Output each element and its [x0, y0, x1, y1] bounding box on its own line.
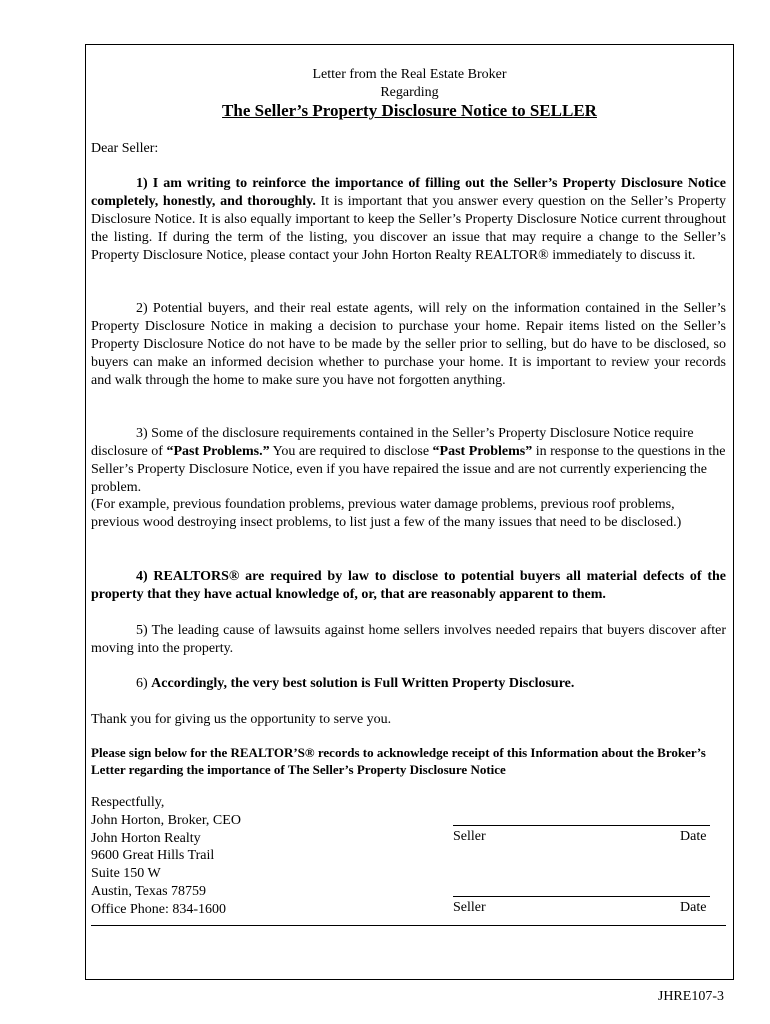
paragraph-3-text-c: You are required to disclose [272, 444, 430, 459]
seller-label-2: Seller [453, 900, 486, 915]
paragraph-1 [91, 175, 726, 265]
paragraph-1-bold: 1) I am writing to reinforce the importance of filling out the Seller’s Property Disclosure Notice completely, honestly, and thoroughly. [91, 176, 726, 209]
paragraph-3-text-a: 3) Some of the disclosure requirements contained in the Seller’s Property Disclosure Notice require disclosure of [91, 426, 694, 459]
sign-instruction: Please sign below for the REALTOR’S® records to acknowledge receipt of this Information about the Broker’s Letter regarding the importance of The Seller’s Property Disclosure Notice [91, 745, 706, 777]
paragraph-6-bold: Accordingly, the very best solution is Full Written Property Disclosure. [151, 676, 575, 691]
address-street: 9600 Great Hills Trail [91, 848, 215, 864]
seller-label-1: Seller [453, 829, 486, 844]
seller-signature-line-2[interactable] [453, 896, 710, 897]
paragraph-3 [91, 425, 726, 497]
office-phone: Office Phone: 834-1600 [91, 901, 227, 917]
paragraph-1-text: It is important that you answer every question on the Seller’s Property Disclosure Notice. It is also equally important to keep the Seller’s Property Disclosure Notice current throughout the listing. If during the term of the listing, you discover an issue that may require a change to the Seller’s Property Disclosure Notice, please contact your John Horton Realty REALTOR® immediately to discuss it. [91, 194, 727, 263]
address-suite: Suite 150 W [91, 866, 161, 882]
paragraph-3-bold-2: “Past Problems” [432, 444, 533, 459]
company-name: John Horton Realty [91, 830, 201, 846]
paragraph-6 [91, 675, 726, 693]
date-label-2: Date [680, 900, 707, 915]
paragraph-6-number: 6) [136, 676, 148, 691]
date-label-1: Date [680, 829, 707, 844]
header-line-1: Letter from the Real Estate Broker [312, 67, 507, 82]
broker-name: John Horton, Broker, CEO [91, 812, 241, 828]
address-city: Austin, Texas 78759 [91, 883, 207, 899]
closing-line: Respectfully, [91, 795, 165, 810]
paragraph-3-bold-1: “Past Problems.” [166, 444, 270, 459]
header-line-2: Regarding [380, 85, 439, 100]
seller-signature-line-1[interactable] [453, 825, 710, 826]
bottom-divider [91, 925, 726, 926]
form-code: JHRE107-3 [657, 989, 724, 1004]
salutation: Dear Seller: [91, 141, 159, 156]
document-title: The Seller’s Property Disclosure Notice to SELLER [222, 101, 597, 120]
paragraph-4: 4) REALTORS® are required by law to disclose to potential buyers all material defects of the property that they have actual knowledge of, or, that are reasonably apparent to them. [91, 569, 726, 602]
paragraph-3-text-e: in response to the questions in the Seller’s Property Disclosure Notice, even if you have repaired the issue and are not currently experiencing the problem. [91, 444, 726, 495]
closing-block [91, 794, 241, 919]
paragraph-2: 2) Potential buyers, and their real estate agents, will rely on the information contained in the Seller’s Property Disclosure Notice in making a decision to purchase your home. Repair items listed on the Seller’s Property Disclosure Notice do not have to be made by the seller prior to selling, but do have to be disclosed, so buyers can make an informed decision whether to purchase your home. It is important to review your records and walk through the home to make sure you have not forgotten anything. [91, 301, 726, 388]
paragraph-5: 5) The leading cause of lawsuits against home sellers involves needed repairs that buyers discover after moving into the property. [91, 623, 726, 656]
paragraph-3-example: (For example, previous foundation problems, previous water damage problems, previous roof problems, previous wood destroying insect problems, to list just a few of the many issues that need to be disclosed.) [91, 497, 682, 530]
thanks-line: Thank you for giving us the opportunity to serve you. [91, 712, 392, 727]
